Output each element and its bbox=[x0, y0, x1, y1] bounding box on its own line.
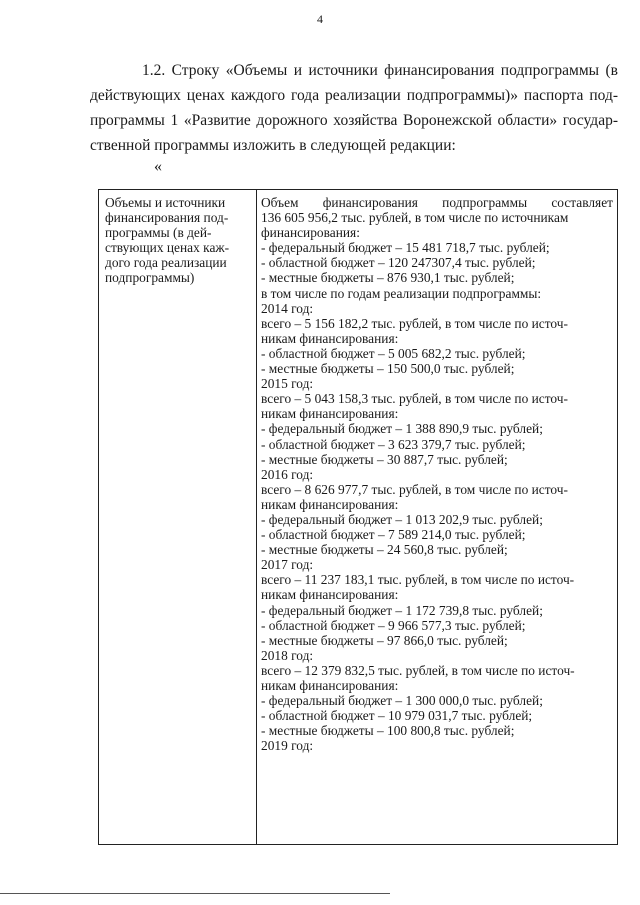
value-line: - областной бюджет – 9 966 577,3 тыс. рублей; bbox=[261, 617, 526, 633]
value-line: - местные бюджеты – 30 887,7 тыс. рублей; bbox=[261, 451, 508, 467]
value-line: никам финансирования: bbox=[261, 587, 399, 603]
value-line: никам финансирования: bbox=[261, 330, 399, 346]
year-heading: 2015 год: bbox=[261, 376, 314, 392]
value-line: 136 605 956,2 тыс. рублей, в том числе по источникам bbox=[261, 210, 569, 226]
label-line: финансирования под- bbox=[105, 210, 229, 226]
label-line: дого года реализации bbox=[105, 255, 227, 271]
intro-line: действующих ценах каждого года реализации подпрограммы)» паспорта под- bbox=[90, 87, 618, 104]
value-line: - федеральный бюджет – 1 388 890,9 тыс. рублей; bbox=[261, 421, 543, 437]
value-line: - областной бюджет – 3 623 379,7 тыс. рублей; bbox=[261, 436, 526, 452]
label-line: программы (в дей- bbox=[105, 225, 212, 241]
funding-label-cell bbox=[99, 190, 257, 844]
year-heading: 2017 год: bbox=[261, 557, 314, 573]
value-line: - федеральный бюджет – 1 172 739,8 тыс. рублей; bbox=[261, 602, 543, 618]
value-line: - местные бюджеты – 876 930,1 тыс. рублей; bbox=[261, 270, 515, 286]
funding-table bbox=[98, 189, 618, 845]
value-line: - областной бюджет – 7 589 214,0 тыс. рублей; bbox=[261, 527, 526, 543]
value-line: в том числе по годам реализации подпрограммы: bbox=[261, 285, 542, 301]
value-line: финансирования: bbox=[261, 225, 360, 241]
value-line: всего – 5 043 158,3 тыс. рублей, в том числе по источ- bbox=[261, 391, 568, 407]
value-line: никам финансирования: bbox=[261, 496, 399, 512]
intro-line: программы 1 «Развитие дорожного хозяйства Воронежской области» государ- bbox=[90, 112, 618, 129]
intro-line: 1.2. Строку «Объемы и источники финансирования подпрограммы (в bbox=[142, 62, 618, 79]
value-line: никам финансирования: bbox=[261, 678, 399, 693]
value-line: всего – 11 237 183,1 тыс. рублей, в том числе по источ- bbox=[261, 572, 575, 588]
value-line: - местные бюджеты – 97 866,0 тыс. рублей; bbox=[261, 632, 508, 648]
value-line: - местные бюджеты – 24 560,8 тыс. рублей; bbox=[261, 542, 508, 558]
value-line: - местные бюджеты – 150 500,0 тыс. рублей; bbox=[261, 361, 515, 377]
value-line: Объем финансирования подпрограммы составляет bbox=[261, 195, 613, 210]
value-line: всего – 8 626 977,7 тыс. рублей, в том числе по источ- bbox=[261, 481, 568, 497]
opening-quote-mark: « bbox=[154, 158, 162, 175]
value-line: никам финансирования: bbox=[261, 406, 399, 422]
year-heading: 2018 год: bbox=[261, 647, 314, 663]
year-heading: 2016 год: bbox=[261, 466, 314, 482]
label-line: подпрограммы) bbox=[105, 270, 195, 286]
value-line: всего – 5 156 182,2 тыс. рублей, в том числе по источ- bbox=[261, 315, 568, 331]
year-heading: 2014 год: bbox=[261, 300, 314, 316]
intro-paragraph bbox=[90, 58, 618, 158]
label-line: Объемы и источники bbox=[105, 195, 226, 210]
year-heading: 2019 год: bbox=[261, 738, 314, 754]
value-line: - областной бюджет – 120 247307,4 тыс. рублей; bbox=[261, 255, 536, 271]
value-line: - местные бюджеты – 100 800,8 тыс. рублей; bbox=[261, 723, 515, 739]
intro-line: ственной программы изложить в следующей редакции: bbox=[90, 137, 456, 154]
footnote-rule bbox=[0, 893, 390, 894]
value-line: - областной бюджет – 10 979 031,7 тыс. рублей; bbox=[261, 708, 533, 724]
value-line: - федеральный бюджет – 1 300 000,0 тыс. рублей; bbox=[261, 693, 543, 709]
funding-value-cell bbox=[257, 190, 617, 844]
page-number: 4 bbox=[317, 12, 323, 26]
value-line: - федеральный бюджет – 1 013 202,9 тыс. рублей; bbox=[261, 511, 543, 527]
value-line: всего – 12 379 832,5 тыс. рублей, в том числе по источ- bbox=[261, 662, 575, 678]
label-line: ствующих ценах каж- bbox=[105, 240, 230, 256]
value-line: - федеральный бюджет – 15 481 718,7 тыс. рублей; bbox=[261, 240, 550, 256]
value-line: - областной бюджет – 5 005 682,2 тыс. рублей; bbox=[261, 345, 526, 361]
